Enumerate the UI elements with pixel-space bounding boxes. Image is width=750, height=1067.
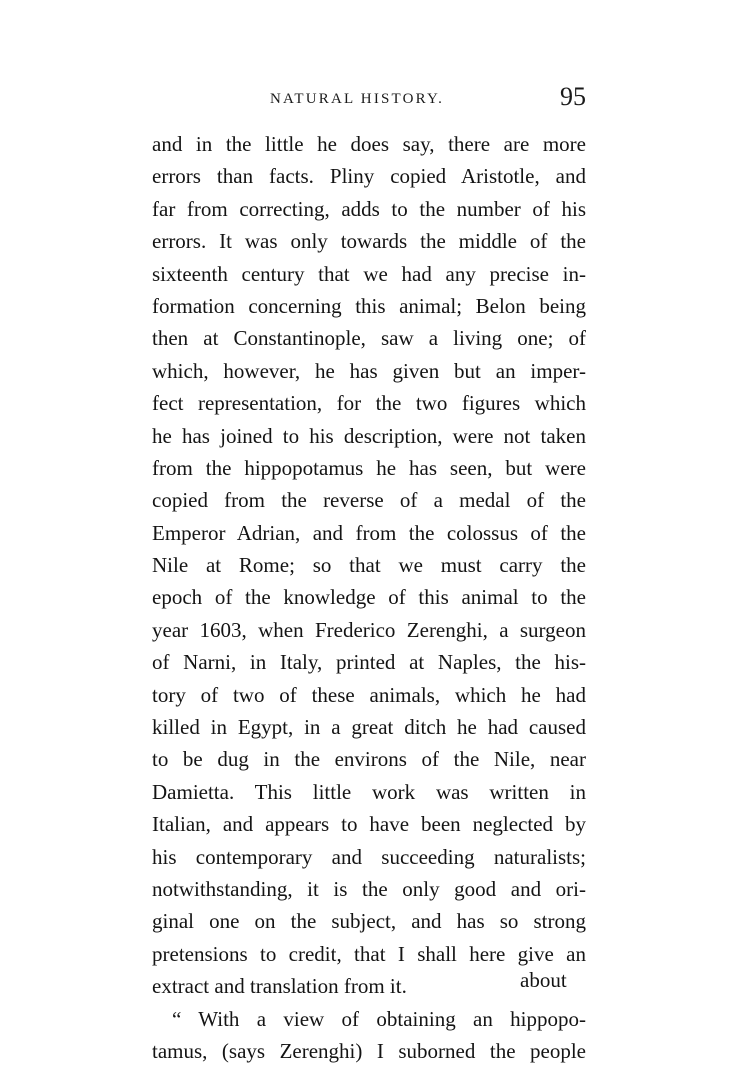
- text-line: from the hippopotamus he has seen, but were: [152, 455, 586, 480]
- text-line: errors than facts. Pliny copied Aristotle, and: [152, 164, 586, 189]
- text-line: sixteenth century that we had any precise in-: [152, 261, 586, 286]
- text-line: formation concerning this animal; Belon being: [152, 293, 586, 318]
- text-line: copied from the reverse of a medal of the: [152, 488, 586, 513]
- text-line: his contemporary and succeeding naturalists;: [152, 844, 586, 869]
- quote-start-line: “ With a view of obtaining an hippopo-: [172, 1006, 586, 1031]
- text-line: then at Constantinople, saw a living one; of: [152, 326, 586, 351]
- text-line: he has joined to his description, were not taken: [152, 423, 586, 448]
- page-number: 95: [560, 82, 586, 111]
- text-line: errors. It was only towards the middle of the: [152, 229, 586, 254]
- text-line: year 1603, when Frederico Zerenghi, a surgeon: [152, 617, 586, 642]
- text-line: Italian, and appears to have been neglected by: [152, 812, 586, 837]
- text-line: Emperor Adrian, and from the colossus of the: [152, 520, 586, 545]
- text-line: far from correcting, adds to the number of his: [152, 196, 586, 221]
- text-line: killed in Egypt, in a great ditch he had caused: [152, 715, 586, 740]
- text-line: pretensions to credit, that I shall here give an: [152, 941, 586, 966]
- text-line: of Narni, in Italy, printed at Naples, the his-: [152, 650, 586, 675]
- text-line: epoch of the knowledge of this animal to the: [152, 585, 586, 610]
- running-title: NATURAL HISTORY.: [270, 91, 445, 107]
- text-line: tamus, (says Zerenghi) I suborned the people: [152, 1038, 586, 1063]
- text-line: ginal one on the subject, and has so strong: [152, 909, 586, 934]
- text-line: and in the little he does say, there are more: [152, 132, 586, 156]
- text-line: which, however, he has given but an imper-: [152, 358, 586, 383]
- body-text: [152, 128, 586, 1067]
- paragraph-last-line: extract and translation from it.: [152, 974, 407, 999]
- text-line: Damietta. This little work was written in: [152, 779, 586, 804]
- text-line: Nile at Rome; so that we must carry the: [152, 553, 586, 578]
- text-line: notwithstanding, it is the only good and ori-: [152, 876, 586, 901]
- catchword: about: [520, 968, 567, 992]
- text-line: to be dug in the environs of the Nile, near: [152, 747, 586, 772]
- text-line: fect representation, for the two figures which: [152, 391, 586, 416]
- text-line: tory of two of these animals, which he had: [152, 682, 586, 707]
